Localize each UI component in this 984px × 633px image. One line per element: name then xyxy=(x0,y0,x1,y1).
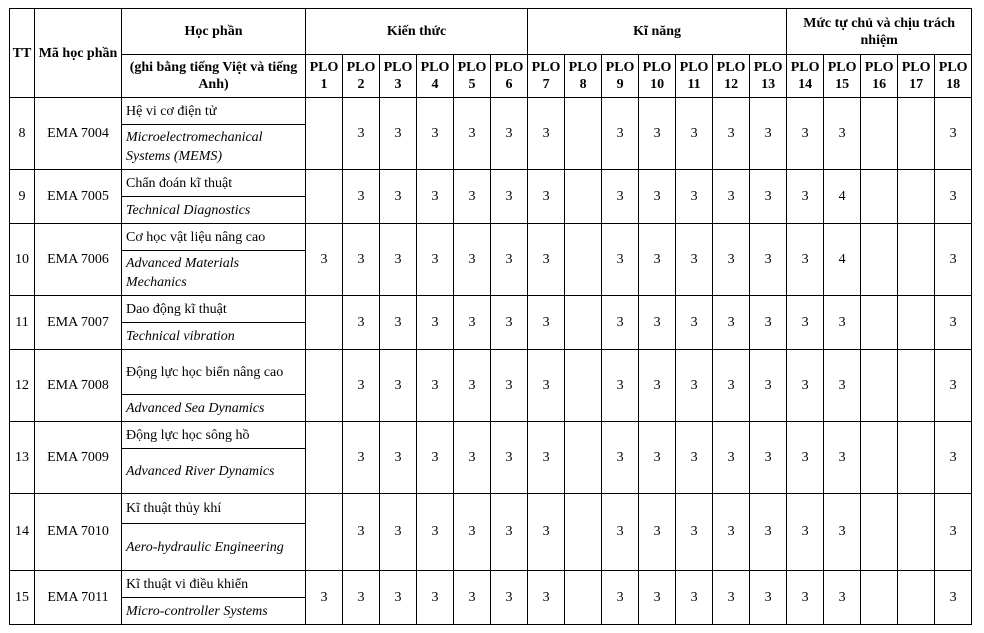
plo-2-value: 3 xyxy=(343,571,380,625)
course-name-vietnamese: Động lực học sông hồ xyxy=(122,422,306,449)
plo-16-value xyxy=(861,422,898,494)
course-name-vietnamese: Động lực học biển nâng cao xyxy=(122,350,306,395)
plo-10-value: 3 xyxy=(639,98,676,170)
plo-13-value: 3 xyxy=(750,350,787,422)
plo-18-value: 3 xyxy=(935,571,972,625)
plo-12-value: 3 xyxy=(713,98,750,170)
plo-5-value: 3 xyxy=(454,350,491,422)
row-number: 10 xyxy=(10,224,35,296)
plo-11-value: 3 xyxy=(676,350,713,422)
plo-3-value: 3 xyxy=(380,571,417,625)
plo-18-value: 3 xyxy=(935,422,972,494)
plo-12-value: 3 xyxy=(713,350,750,422)
plo-8-value xyxy=(565,296,602,350)
course-code: EMA 7008 xyxy=(35,350,122,422)
plo-2-value: 3 xyxy=(343,422,380,494)
plo-10-value: 3 xyxy=(639,224,676,296)
plo-11-value: 3 xyxy=(676,296,713,350)
plo-18-value: 3 xyxy=(935,494,972,571)
row-number: 13 xyxy=(10,422,35,494)
plo-18-value: 3 xyxy=(935,350,972,422)
course-name-english: Aero-hydraulic Engineering xyxy=(122,524,306,571)
plo-12-value: 3 xyxy=(713,224,750,296)
plo-12-value: 3 xyxy=(713,296,750,350)
header-plo-15: PLO 15 xyxy=(824,55,861,98)
plo-13-value: 3 xyxy=(750,98,787,170)
plo-17-value xyxy=(898,296,935,350)
header-plo-1: PLO 1 xyxy=(306,55,343,98)
plo-5-value: 3 xyxy=(454,571,491,625)
plo-1-value xyxy=(306,350,343,422)
plo-1-value xyxy=(306,98,343,170)
course-name-english: Advanced Materials Mechanics xyxy=(122,251,306,296)
header-plo-17: PLO 17 xyxy=(898,55,935,98)
plo-18-value: 3 xyxy=(935,170,972,224)
header-group-autonomy: Mức tự chủ và chịu trách nhiệm xyxy=(787,9,972,55)
plo-11-value: 3 xyxy=(676,571,713,625)
row-number: 8 xyxy=(10,98,35,170)
plo-11-value: 3 xyxy=(676,170,713,224)
plo-3-value: 3 xyxy=(380,422,417,494)
table-row xyxy=(10,296,972,323)
course-code: EMA 7011 xyxy=(35,571,122,625)
plo-15-value: 3 xyxy=(824,296,861,350)
header-plo-2: PLO 2 xyxy=(343,55,380,98)
plo-5-value: 3 xyxy=(454,224,491,296)
plo-3-value: 3 xyxy=(380,350,417,422)
plo-14-value: 3 xyxy=(787,296,824,350)
course-name-english: Advanced River Dynamics xyxy=(122,449,306,494)
plo-2-value: 3 xyxy=(343,494,380,571)
row-number: 11 xyxy=(10,296,35,350)
course-name-english: Technical Diagnostics xyxy=(122,197,306,224)
header-plo-14: PLO 14 xyxy=(787,55,824,98)
plo-16-value xyxy=(861,494,898,571)
header-code: Mã học phần xyxy=(35,9,122,98)
course-name-vietnamese: Kĩ thuật vi điều khiển xyxy=(122,571,306,598)
course-name-vietnamese: Kĩ thuật thủy khí xyxy=(122,494,306,524)
plo-4-value: 3 xyxy=(417,224,454,296)
plo-3-value: 3 xyxy=(380,494,417,571)
table-row xyxy=(10,350,972,395)
plo-13-value: 3 xyxy=(750,422,787,494)
course-code: EMA 7007 xyxy=(35,296,122,350)
header-course: Học phần xyxy=(122,9,306,55)
plo-2-value: 3 xyxy=(343,350,380,422)
plo-2-value: 3 xyxy=(343,224,380,296)
plo-4-value: 3 xyxy=(417,98,454,170)
plo-4-value: 3 xyxy=(417,296,454,350)
plo-6-value: 3 xyxy=(491,98,528,170)
plo-5-value: 3 xyxy=(454,422,491,494)
header-plo-11: PLO 11 xyxy=(676,55,713,98)
plo-11-value: 3 xyxy=(676,224,713,296)
plo-17-value xyxy=(898,170,935,224)
plo-9-value: 3 xyxy=(602,224,639,296)
plo-7-value: 3 xyxy=(528,170,565,224)
plo-16-value xyxy=(861,224,898,296)
plo-5-value: 3 xyxy=(454,170,491,224)
plo-10-value: 3 xyxy=(639,170,676,224)
plo-9-value: 3 xyxy=(602,350,639,422)
plo-15-value: 4 xyxy=(824,170,861,224)
header-plo-7: PLO 7 xyxy=(528,55,565,98)
plo-9-value: 3 xyxy=(602,422,639,494)
plo-12-value: 3 xyxy=(713,170,750,224)
plo-9-value: 3 xyxy=(602,571,639,625)
plo-13-value: 3 xyxy=(750,571,787,625)
plo-10-value: 3 xyxy=(639,494,676,571)
plo-matrix-document xyxy=(9,8,972,625)
plo-15-value: 4 xyxy=(824,224,861,296)
plo-2-value: 3 xyxy=(343,296,380,350)
plo-6-value: 3 xyxy=(491,350,528,422)
header-plo-8: PLO 8 xyxy=(565,55,602,98)
plo-3-value: 3 xyxy=(380,170,417,224)
plo-1-value: 3 xyxy=(306,571,343,625)
table-row xyxy=(10,422,972,449)
plo-18-value: 3 xyxy=(935,296,972,350)
plo-1-value: 3 xyxy=(306,224,343,296)
plo-6-value: 3 xyxy=(491,422,528,494)
plo-1-value xyxy=(306,296,343,350)
plo-17-value xyxy=(898,350,935,422)
plo-15-value: 3 xyxy=(824,422,861,494)
plo-17-value xyxy=(898,494,935,571)
plo-1-value xyxy=(306,494,343,571)
header-plo-5: PLO 5 xyxy=(454,55,491,98)
header-plo-12: PLO 12 xyxy=(713,55,750,98)
plo-9-value: 3 xyxy=(602,296,639,350)
plo-16-value xyxy=(861,170,898,224)
course-code: EMA 7009 xyxy=(35,422,122,494)
course-name-english: Micro-controller Systems xyxy=(122,598,306,625)
plo-13-value: 3 xyxy=(750,296,787,350)
plo-4-value: 3 xyxy=(417,422,454,494)
plo-5-value: 3 xyxy=(454,296,491,350)
plo-15-value: 3 xyxy=(824,494,861,571)
plo-18-value: 3 xyxy=(935,98,972,170)
plo-8-value xyxy=(565,422,602,494)
plo-8-value xyxy=(565,170,602,224)
plo-7-value: 3 xyxy=(528,494,565,571)
plo-matrix-table xyxy=(9,8,972,625)
course-code: EMA 7004 xyxy=(35,98,122,170)
plo-7-value: 3 xyxy=(528,422,565,494)
plo-4-value: 3 xyxy=(417,571,454,625)
course-code: EMA 7005 xyxy=(35,170,122,224)
row-number: 15 xyxy=(10,571,35,625)
plo-15-value: 3 xyxy=(824,98,861,170)
plo-6-value: 3 xyxy=(491,494,528,571)
table-body xyxy=(10,98,972,625)
plo-16-value xyxy=(861,296,898,350)
row-number: 9 xyxy=(10,170,35,224)
plo-14-value: 3 xyxy=(787,571,824,625)
plo-7-value: 3 xyxy=(528,98,565,170)
plo-17-value xyxy=(898,571,935,625)
plo-6-value: 3 xyxy=(491,296,528,350)
course-name-vietnamese: Hệ vi cơ điện tử xyxy=(122,98,306,125)
plo-14-value: 3 xyxy=(787,494,824,571)
plo-13-value: 3 xyxy=(750,170,787,224)
plo-7-value: 3 xyxy=(528,224,565,296)
plo-3-value: 3 xyxy=(380,224,417,296)
plo-3-value: 3 xyxy=(380,296,417,350)
plo-7-value: 3 xyxy=(528,296,565,350)
row-number: 12 xyxy=(10,350,35,422)
plo-17-value xyxy=(898,422,935,494)
plo-11-value: 3 xyxy=(676,422,713,494)
plo-6-value: 3 xyxy=(491,571,528,625)
plo-14-value: 3 xyxy=(787,170,824,224)
plo-15-value: 3 xyxy=(824,350,861,422)
row-number: 14 xyxy=(10,494,35,571)
course-name-vietnamese: Chẩn đoán kĩ thuật xyxy=(122,170,306,197)
plo-2-value: 3 xyxy=(343,170,380,224)
plo-9-value: 3 xyxy=(602,494,639,571)
plo-16-value xyxy=(861,350,898,422)
plo-18-value: 3 xyxy=(935,224,972,296)
plo-4-value: 3 xyxy=(417,170,454,224)
plo-4-value: 3 xyxy=(417,350,454,422)
header-plo-16: PLO 16 xyxy=(861,55,898,98)
plo-4-value: 3 xyxy=(417,494,454,571)
plo-5-value: 3 xyxy=(454,98,491,170)
plo-10-value: 3 xyxy=(639,350,676,422)
plo-6-value: 3 xyxy=(491,170,528,224)
plo-8-value xyxy=(565,494,602,571)
plo-8-value xyxy=(565,224,602,296)
header-group-knowledge: Kiến thức xyxy=(306,9,528,55)
header-plo-10: PLO 10 xyxy=(639,55,676,98)
plo-9-value: 3 xyxy=(602,98,639,170)
plo-6-value: 3 xyxy=(491,224,528,296)
table-row xyxy=(10,170,972,197)
header-tt: TT xyxy=(10,9,35,98)
plo-17-value xyxy=(898,98,935,170)
plo-14-value: 3 xyxy=(787,422,824,494)
plo-13-value: 3 xyxy=(750,494,787,571)
plo-13-value: 3 xyxy=(750,224,787,296)
plo-14-value: 3 xyxy=(787,350,824,422)
plo-1-value xyxy=(306,170,343,224)
plo-8-value xyxy=(565,571,602,625)
plo-12-value: 3 xyxy=(713,571,750,625)
course-code: EMA 7006 xyxy=(35,224,122,296)
course-name-english: Advanced Sea Dynamics xyxy=(122,395,306,422)
header-plo-4: PLO 4 xyxy=(417,55,454,98)
plo-8-value xyxy=(565,98,602,170)
plo-12-value: 3 xyxy=(713,494,750,571)
plo-11-value: 3 xyxy=(676,494,713,571)
plo-2-value: 3 xyxy=(343,98,380,170)
table-row xyxy=(10,571,972,598)
plo-8-value xyxy=(565,350,602,422)
plo-16-value xyxy=(861,98,898,170)
plo-16-value xyxy=(861,571,898,625)
course-name-english: Technical vibration xyxy=(122,323,306,350)
course-name-vietnamese: Cơ học vật liệu nâng cao xyxy=(122,224,306,251)
plo-10-value: 3 xyxy=(639,296,676,350)
header-course-sub: (ghi bằng tiếng Việt và tiếng Anh) xyxy=(122,55,306,98)
plo-5-value: 3 xyxy=(454,494,491,571)
header-plo-18: PLO 18 xyxy=(935,55,972,98)
plo-9-value: 3 xyxy=(602,170,639,224)
table-row xyxy=(10,224,972,251)
plo-7-value: 3 xyxy=(528,571,565,625)
header-group-skills: Kĩ năng xyxy=(528,9,787,55)
table-row xyxy=(10,494,972,524)
course-name-vietnamese: Dao động kĩ thuật xyxy=(122,296,306,323)
header-plo-13: PLO 13 xyxy=(750,55,787,98)
header-plo-6: PLO 6 xyxy=(491,55,528,98)
table-header xyxy=(10,9,972,98)
plo-10-value: 3 xyxy=(639,422,676,494)
plo-17-value xyxy=(898,224,935,296)
course-code: EMA 7010 xyxy=(35,494,122,571)
plo-1-value xyxy=(306,422,343,494)
table-row xyxy=(10,98,972,125)
header-plo-3: PLO 3 xyxy=(380,55,417,98)
plo-14-value: 3 xyxy=(787,224,824,296)
plo-7-value: 3 xyxy=(528,350,565,422)
plo-10-value: 3 xyxy=(639,571,676,625)
plo-15-value: 3 xyxy=(824,571,861,625)
plo-12-value: 3 xyxy=(713,422,750,494)
header-plo-9: PLO 9 xyxy=(602,55,639,98)
plo-11-value: 3 xyxy=(676,98,713,170)
plo-3-value: 3 xyxy=(380,98,417,170)
plo-14-value: 3 xyxy=(787,98,824,170)
course-name-english: Microelectromechanical Systems (MEMS) xyxy=(122,125,306,170)
